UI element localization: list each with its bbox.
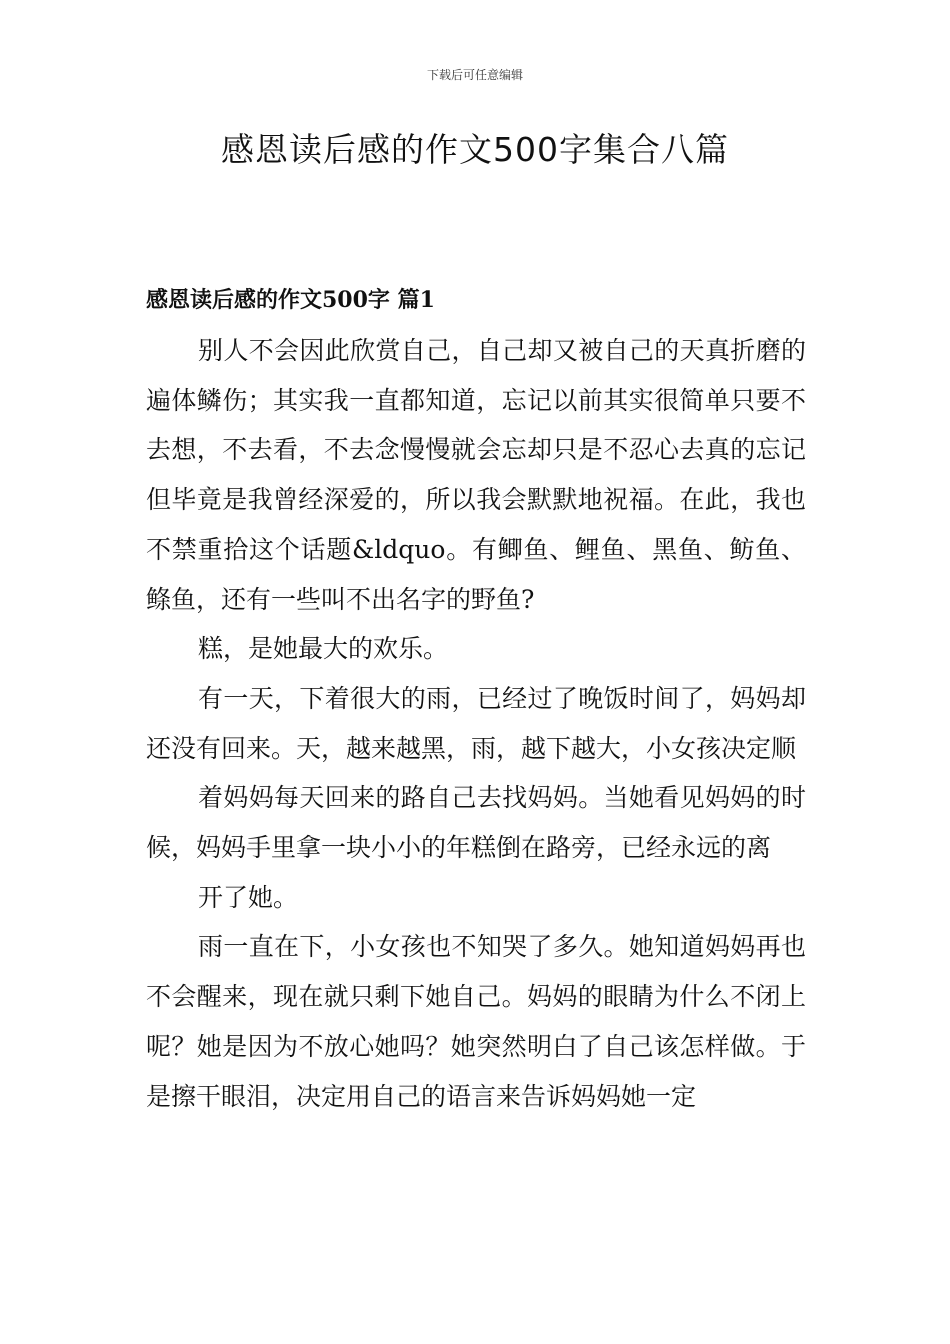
- paragraph-6: 雨一直在下，小女孩也不知哭了多久。她知道妈妈再也不会醒来，现在就只剩下她自己。妈妈的眼睛为什么不闭上呢？她是因为不放心她吗？她突然明白了自己该怎样做。于是擦干眼泪，决定用自己的语言来告诉妈妈她一定: [146, 932, 806, 1111]
- paragraph-4: 着妈妈每天回来的路自己去找妈妈。当她看见妈妈的时候，妈妈手里拿一块小小的年糕倒在路旁，已经永远的离: [146, 783, 806, 863]
- paragraph-1: 别人不会因此欣赏自己，自己却又被自己的天真折磨的遍体鳞伤；其实我一直都知道，忘记以前其实很简单只要不去想，不去看，不去念慢慢就会忘却只是不忍心去真的忘记但毕竟是我曾经深爱的，所以我会默默地祝福。在此，我也不禁重拾这个话题&ldquo。有鲫鱼、鲤鱼、黑鱼、鲂鱼、鲦鱼，还有一些叫不出名字的野鱼?: [146, 336, 806, 614]
- document-title: 感恩读后感的作文500字集合八篇: [221, 130, 729, 169]
- body-text: [146, 326, 806, 1121]
- paragraph-5: 开了她。: [198, 882, 299, 912]
- paragraph-2: 糕，是她最大的欢乐。: [198, 634, 449, 664]
- header-note: 下载后可任意编辑: [426, 68, 523, 82]
- section-heading: 感恩读后感的作文500字 篇1: [146, 287, 435, 313]
- paragraph-3: 有一天，下着很大的雨，已经过了晚饭时间了，妈妈却还没有回来。天，越来越黑，雨，越下越大，小女孩决定顺: [146, 683, 806, 763]
